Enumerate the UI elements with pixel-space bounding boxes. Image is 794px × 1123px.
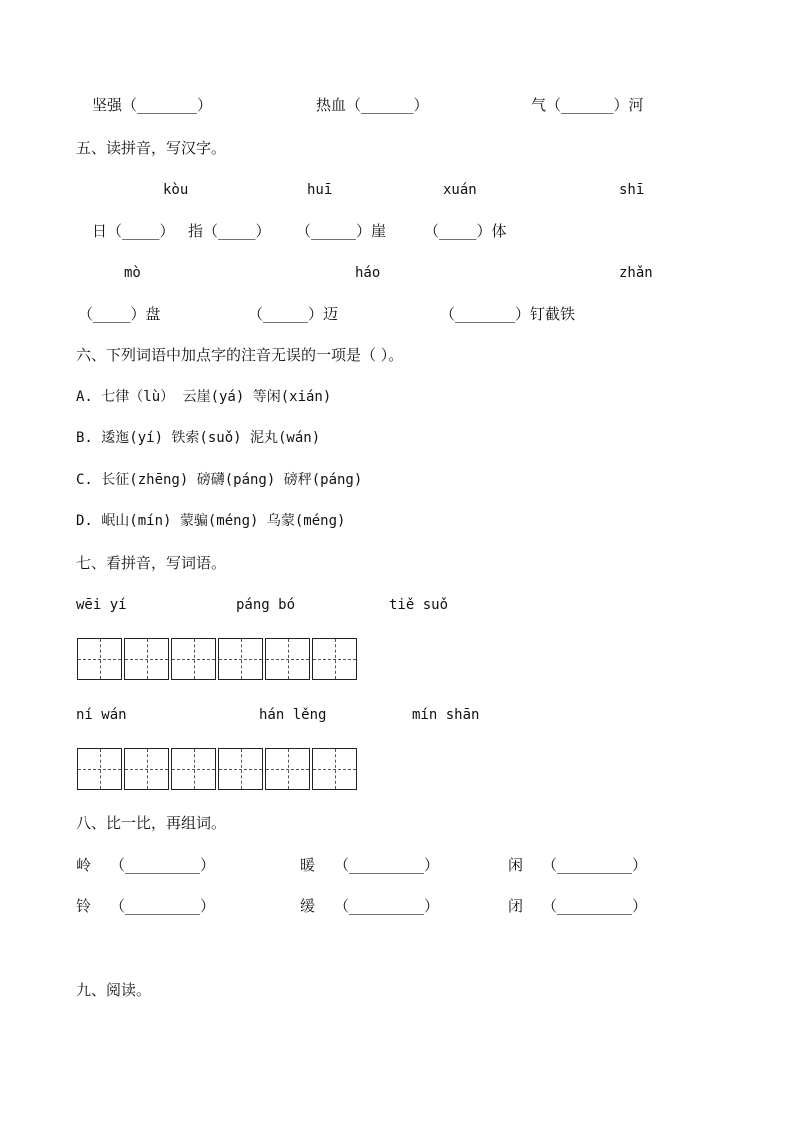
writing-grid-1[interactable]: [77, 638, 359, 680]
pinyin-pangbo: páng bó: [236, 597, 296, 613]
grid-cell[interactable]: [171, 638, 216, 680]
pinyin-hao: háo: [355, 265, 381, 281]
grid-cell[interactable]: [77, 638, 122, 680]
grid-cell[interactable]: [124, 748, 169, 790]
blank-xian: （__________）: [542, 856, 648, 874]
pinyin-tiesuo: tiě suǒ: [389, 597, 449, 613]
char-huan: 缓: [300, 897, 316, 915]
writing-grid-2[interactable]: [77, 748, 359, 790]
s5-item-3: （______）崖: [296, 222, 387, 240]
blank-huan: （__________）: [334, 897, 440, 915]
s5-item-6: （______）迈: [248, 305, 339, 323]
char-ling2: 铃: [76, 897, 92, 915]
grid-cell[interactable]: [124, 638, 169, 680]
s5-item-1: 日（_____）: [92, 222, 175, 240]
pinyin-xuan: xuán: [443, 182, 477, 198]
pinyin-shi: shī: [619, 182, 645, 198]
option-a: A. 七律（lù） 云崖(yá) 等闲(xián): [76, 389, 332, 405]
section5-title: 五、读拼音，写汉字。: [76, 139, 227, 157]
s5-item-7: （________）钉截铁: [440, 305, 576, 323]
section7-title: 七、看拼音，写词语。: [76, 554, 227, 572]
pinyin-mo: mò: [124, 265, 141, 281]
pinyin-zhan: zhǎn: [619, 265, 653, 281]
blank-ling: （__________）: [110, 856, 216, 874]
grid-cell[interactable]: [265, 748, 310, 790]
grid-cell[interactable]: [218, 638, 263, 680]
char-ling: 岭: [76, 856, 92, 874]
pinyin-niwan: ní wán: [76, 707, 127, 723]
s5-item-5: （_____）盘: [78, 305, 161, 323]
option-d: D. 岷山(mín) 蒙骗(méng) 乌蒙(méng): [76, 513, 346, 529]
top-row-item-1: 坚强（________）: [92, 96, 213, 114]
grid-cell[interactable]: [312, 638, 357, 680]
option-b: B. 逶迤(yí) 铁索(suǒ) 泥丸(wán): [76, 430, 321, 446]
pinyin-minshan: mín shān: [412, 707, 480, 723]
grid-cell[interactable]: [312, 748, 357, 790]
grid-cell[interactable]: [218, 748, 263, 790]
grid-cell[interactable]: [171, 748, 216, 790]
pinyin-hui: huī: [307, 182, 333, 198]
pinyin-hanleng: hán lěng: [259, 707, 327, 723]
option-c: C. 长征(zhēng) 磅礴(páng) 磅秤(páng): [76, 472, 363, 488]
pinyin-kou: kòu: [163, 182, 189, 198]
blank-nuan: （__________）: [334, 856, 440, 874]
top-row-item-2: 热血（_______）: [316, 96, 429, 114]
s5-item-4: （_____）体: [424, 222, 507, 240]
pinyin-weiyi: wēi yí: [76, 597, 127, 613]
grid-cell[interactable]: [265, 638, 310, 680]
section6-title: 六、下列词语中加点字的注音无误的一项是（ ）。: [76, 346, 404, 364]
char-nuan: 暖: [300, 856, 316, 874]
section8-title: 八、比一比，再组词。: [76, 814, 227, 832]
blank-bi: （__________）: [542, 897, 648, 915]
section9-title: 九、阅读。: [76, 981, 152, 999]
top-row-item-3: 气（_______）河: [531, 96, 644, 114]
s5-item-2: 指（_____）: [188, 222, 271, 240]
blank-ling2: （__________）: [110, 897, 216, 915]
char-xian: 闲: [508, 856, 524, 874]
char-bi: 闭: [508, 897, 524, 915]
grid-cell[interactable]: [77, 748, 122, 790]
